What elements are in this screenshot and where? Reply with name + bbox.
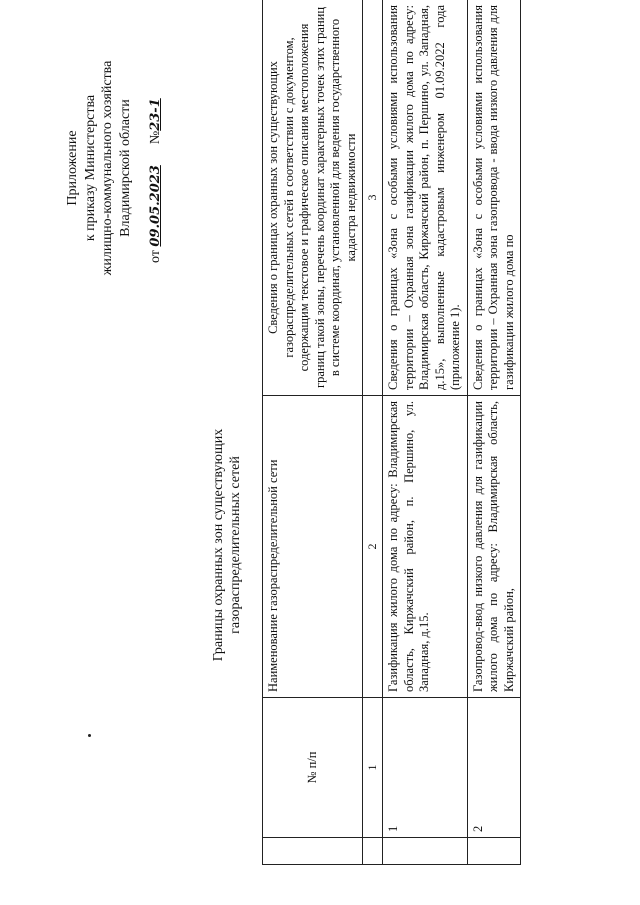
gas-network-table (262, 0, 521, 865)
table-header-row (263, 0, 363, 865)
date-prefix: от (148, 250, 163, 263)
table-corner-cell (363, 838, 383, 865)
title-line-2: газораспределительных сетей (228, 456, 243, 634)
appendix-line: Владимирской области (117, 99, 133, 237)
column-number: 3 (363, 0, 383, 396)
appendix-line: к приказу Министерства (82, 94, 98, 242)
table-corner-cell (383, 838, 468, 865)
title-line-1: Границы охранных зон существующих (211, 428, 226, 662)
table-corner-cell (263, 838, 363, 865)
header-network-name: Наименование газораспределительной сети (263, 396, 363, 698)
order-number: 23-1 (148, 98, 163, 131)
column-number-row (363, 0, 383, 865)
column-number: 1 (363, 698, 383, 838)
column-number: 2 (363, 396, 383, 698)
table-corner-cell (467, 838, 521, 865)
header-zone-info: Сведения о границах охранных зон существующих газораспределительных сетей в соответствии с документом, содержащим текстовое и графическое описания местоположения границ такой зоны, перечень координат характерных точек этих границ в системе координат, установленной для ведения государственного кадастра недвижимости (263, 0, 363, 396)
header-number: № п/п (263, 698, 363, 838)
row-network-name: Газопровод-ввод низкого давления для газификации жилого дома по адресу: Владимирская область, Киржачский район, (467, 396, 521, 698)
stray-dot (88, 734, 91, 737)
row-number: 1 (383, 698, 468, 838)
row-network-name: Газификация жилого дома по адресу: Владимирская область, Киржачский район, п. Першино, ул. Западная, д.15. (383, 396, 468, 698)
order-date: 09.05.2023 (148, 165, 163, 247)
document-title (210, 285, 244, 805)
row-zone-info: Сведения о границах «Зона с особыми условиями использования территории – Охранная зона газификации жилого дома по адресу: Владимирская область, Киржачский район, п. Першино, ул. Западная, д.15», выполненные кадастровым инженером 01.09.2022 года (приложение 1). (383, 0, 468, 396)
number-prefix: № (148, 130, 163, 145)
order-date-number (148, 23, 164, 263)
row-zone-info: Сведения о границах «Зона с особыми условиями использования территории – Охранная зона газопровода - ввода низкого давления для газификации жилого дома по (467, 0, 521, 396)
table-row (467, 0, 521, 865)
appendix-line: жилищно-коммунального хозяйства (100, 60, 115, 276)
appendix-line: Приложение (65, 130, 80, 206)
row-number: 2 (467, 698, 521, 838)
appendix-block (64, 23, 134, 313)
table-row (383, 0, 468, 865)
